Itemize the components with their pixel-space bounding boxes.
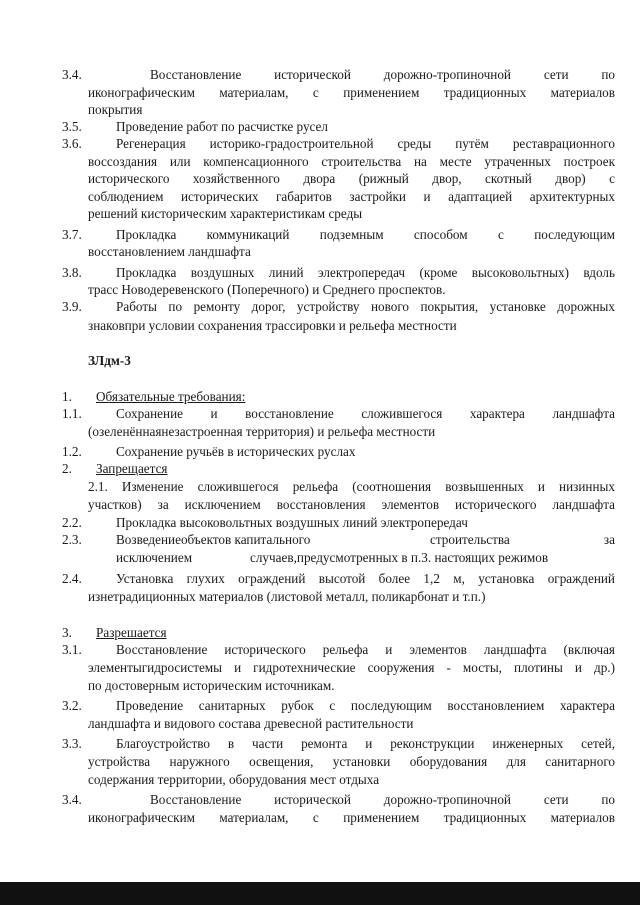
clause-text: изнетрадиционных материалов (листовой металл, поликарбонат и т.п.) bbox=[88, 589, 486, 604]
clause-number: 1.2. bbox=[62, 444, 82, 459]
clause-text: Прокладка коммуникаций подземным способом с последующим bbox=[116, 227, 615, 242]
subsection-heading: Разрешается bbox=[96, 625, 167, 640]
clause-text: соблюдением исторических габаритов застройки и адаптацией архитектурных bbox=[88, 189, 615, 204]
clause-number: 3.4. bbox=[62, 67, 82, 82]
clause-text: Проведение санитарных рубок с последующим восстановлением характера bbox=[116, 698, 615, 713]
clause-text: Сохранение ручьёв в исторических руслах bbox=[116, 444, 356, 459]
clause-text: ландшафта и видового состава древесной растительности bbox=[88, 716, 414, 731]
clause-number: 2.4. bbox=[62, 571, 82, 586]
clause-text: строительства за bbox=[430, 532, 615, 547]
clause-number: 3.1. bbox=[62, 642, 82, 657]
clause-text: участков) за исключением восстановления элементов исторического ландшафта bbox=[88, 497, 615, 512]
clause-text: Благоустройство в части ремонта и реконструкции инженерных сетей, bbox=[116, 736, 615, 751]
clause-number: 3. bbox=[62, 625, 72, 640]
clause-number: 2. bbox=[62, 461, 72, 476]
clause-number: 3.7. bbox=[62, 227, 82, 242]
clause-text: устройства наружного освещения, установки оборудования для санитарного bbox=[88, 754, 615, 769]
clause-text: Проведение работ по расчистке русел bbox=[116, 119, 328, 134]
clause-text: Восстановление исторического рельефа и элементов ландшафта (включая bbox=[116, 642, 615, 657]
clause-text: Восстановление исторической дорожно-тропиночной сети по bbox=[150, 792, 615, 807]
clause-text: иконографическим материалам, с применением традиционных материалов bbox=[88, 85, 615, 100]
clause-text: исторического хозяйственного двора (рижный двор, скотный двор) с bbox=[88, 171, 615, 186]
clause-number: 3.6. bbox=[62, 136, 82, 151]
clause-text: восстановлением ландшафта bbox=[88, 244, 251, 259]
clause-text: исключением bbox=[116, 550, 193, 565]
clause-text: Возведениеобъектов капитального bbox=[116, 532, 311, 547]
clause-text: Прокладка высоковольтных воздушных линий электропередач bbox=[116, 515, 468, 530]
clause-number: 3.5. bbox=[62, 119, 82, 134]
clause-number: 1. bbox=[62, 389, 72, 404]
clause-number: 3.4. bbox=[62, 792, 82, 807]
clause-number: 3.3. bbox=[62, 736, 82, 751]
clause-text: Работы по ремонту дорог, устройству нового покрытия, установке дорожных bbox=[116, 299, 615, 314]
clause-text: 2.1. Изменение сложившегося рельефа (соотношения возвышенных и низинных bbox=[88, 479, 615, 494]
clause-number: 3.2. bbox=[62, 698, 82, 713]
clause-text: по достоверным историческим источникам. bbox=[88, 678, 335, 693]
clause-text: Установка глухих ограждений высотой более 1,2 м, установка ограждений bbox=[116, 571, 615, 586]
clause-number: 3.9. bbox=[62, 299, 82, 314]
clause-text: трасс Новодеревенского (Поперечного) и Среднего проспектов. bbox=[88, 282, 446, 297]
clause-number: 2.3. bbox=[62, 532, 82, 547]
clause-text: Прокладка воздушных линий электропередач (кроме высоковольтных) вдоль bbox=[116, 265, 615, 280]
clause-number: 1.1. bbox=[62, 406, 82, 421]
clause-text: Сохранение и восстановление сложившегося характера ландшафта bbox=[116, 406, 615, 421]
clause-text: Восстановление исторической дорожно-тропиночной сети по bbox=[150, 67, 615, 82]
section-heading: ЗЛдм-3 bbox=[88, 353, 131, 368]
clause-text: случаев,предусмотренных в п.3. настоящих режимов bbox=[250, 550, 549, 565]
clause-text: знаковпри условии сохранения трассировки и рельефа местности bbox=[88, 318, 457, 333]
clause-text: иконографическим материалам, с применением традиционных материалов bbox=[88, 810, 615, 825]
clause-text: (озеленённаянезастроенная территория) и рельефа местности bbox=[88, 424, 436, 439]
subsection-heading: Обязательные требования: bbox=[96, 389, 246, 404]
clause-number: 3.8. bbox=[62, 265, 82, 280]
clause-text: содержания территории, оборудования мест отдыха bbox=[88, 772, 380, 787]
clause-text: покрытия bbox=[88, 102, 143, 117]
clause-text: элементыгидросистемы и гидротехнические сооружения - мосты, плотины и др.) bbox=[88, 660, 615, 675]
clause-text: решений кисторическим характеристикам среды bbox=[88, 206, 363, 221]
scan-edge bbox=[0, 882, 640, 905]
subsection-heading: Запрещается bbox=[96, 461, 168, 476]
clause-text: воссоздания или компенсационного строительства на месте утраченных построек bbox=[88, 154, 615, 169]
clause-number: 2.2. bbox=[62, 515, 82, 530]
clause-text: Регенерация историко-градостроительной среды путём реставрационного bbox=[116, 136, 615, 151]
